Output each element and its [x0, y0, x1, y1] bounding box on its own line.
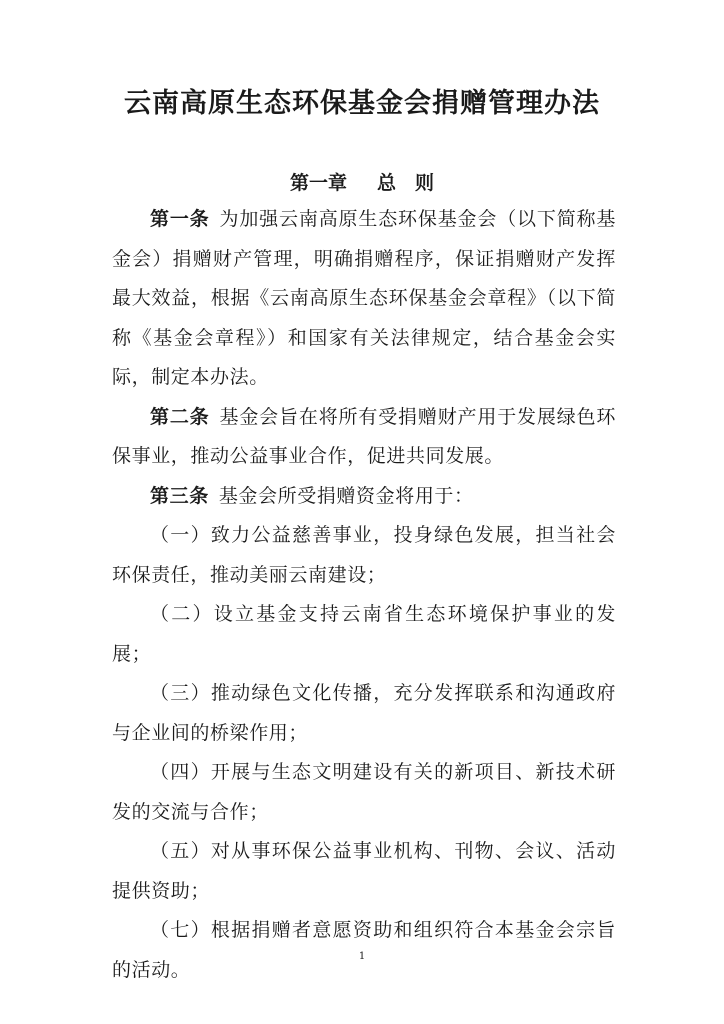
- chapter-heading: [0, 168, 724, 198]
- paragraph-text: （一）致力公益慈善事业，投身绿色发展，担当社会环保责任，推动美丽云南建设；: [112, 524, 616, 586]
- paragraph-text: （二）设立基金支持云南省生态环境保护事业的发展；: [112, 603, 616, 665]
- article-label: 第二条: [150, 405, 210, 428]
- paragraph-text: 为加强云南高原生态环保基金会（以下简称基金会）捐赠财产管理，明确捐赠程序，保证捐赠财产发挥最大效益，根据《云南高原生态环保基金会章程》（以下简称《基金会章程》）和国家有关法律规定，结合基金会实际，制定本办法。: [112, 208, 616, 388]
- article-paragraph: [112, 398, 616, 477]
- article-label: 第一条: [150, 208, 210, 230]
- paragraph-text: 基金会旨在将所有受捐赠财产用于发展绿色环保事业，推动公益事业合作，促进共同发展。: [112, 405, 616, 467]
- paragraph-text: （四）开展与生态文明建设有关的新项目、新技术研发的交流与合作；: [112, 761, 616, 823]
- article-paragraph: [112, 477, 616, 517]
- document-body: [112, 200, 616, 990]
- article-label: 第三条: [150, 484, 209, 507]
- paragraph-text: （七）根据捐赠者意愿资助和组织符合本基金会宗旨的活动。: [112, 919, 616, 981]
- list-item-paragraph: [112, 595, 616, 674]
- paragraph-text: （三）推动绿色文化传播，充分发挥联系和沟通政府与企业间的桥梁作用；: [112, 682, 616, 744]
- list-item-paragraph: [112, 674, 616, 753]
- article-paragraph: [112, 200, 616, 398]
- list-item-paragraph: [112, 753, 616, 832]
- list-item-paragraph: [112, 832, 616, 911]
- document-title: 云南高原生态环保基金会捐赠管理办法: [124, 88, 600, 119]
- paragraph-text: （五）对从事环保公益事业机构、刊物、会议、活动提供资助；: [112, 840, 616, 902]
- page-number: 1: [358, 951, 366, 962]
- chapter-name: 总 则: [377, 172, 435, 194]
- chapter-number: 第一章: [289, 172, 347, 194]
- paragraph-text: 基金会所受捐赠资金将用于：: [218, 484, 474, 507]
- list-item-paragraph: [112, 516, 616, 595]
